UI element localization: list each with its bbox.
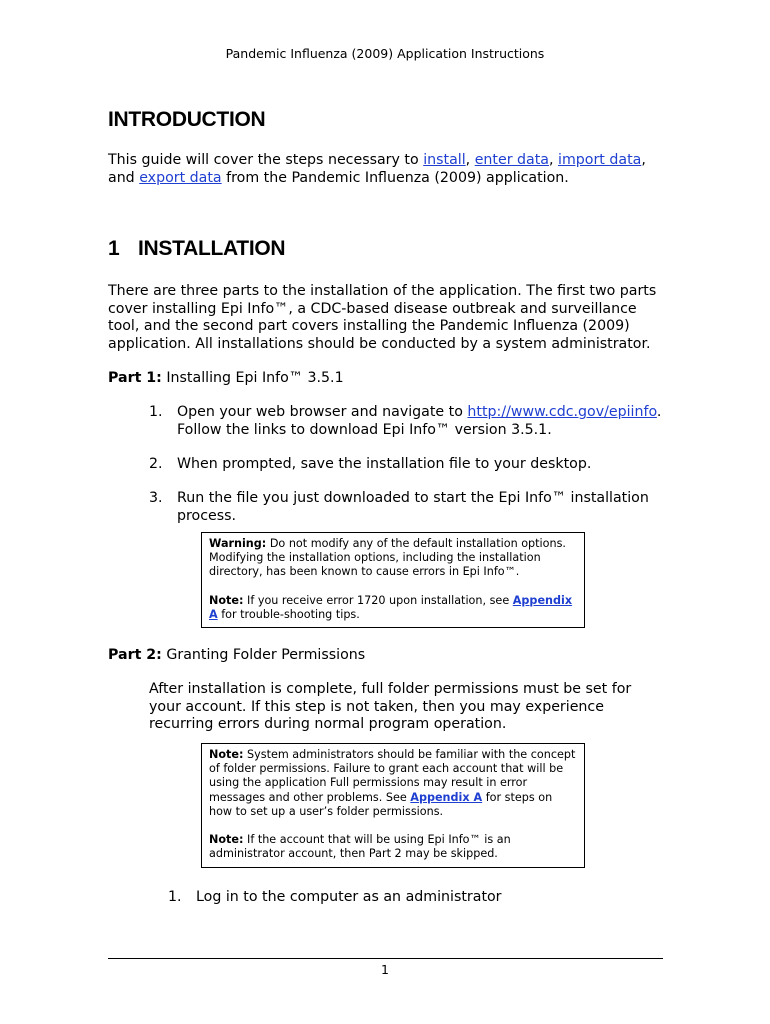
step-text-line2: process.	[177, 507, 237, 524]
note-text	[209, 594, 577, 622]
introduction-paragraph	[108, 152, 668, 187]
step-text-line2: Follow the links to download Epi Info™ version 3.5.1.	[177, 421, 552, 438]
note1-after: for steps on how to set up a user’s folder permissions.	[209, 790, 553, 818]
part2-title	[108, 647, 668, 665]
installation-heading	[108, 237, 285, 261]
note2-text	[209, 833, 577, 861]
note2-label: Note:	[209, 833, 244, 847]
step-text	[177, 490, 677, 525]
step-text: Log in to the computer as an administrator	[196, 889, 502, 905]
part1-title-text: Installing Epi Info™ 3.5.1	[161, 370, 344, 386]
note-label: Note:	[209, 593, 244, 607]
step-text: When prompted, save the installation file to your desktop.	[177, 456, 592, 472]
section-title: INSTALLATION	[138, 237, 286, 260]
warning-box	[201, 532, 585, 628]
page-header: Pandemic Influenza (2009) Application Instructions	[225, 46, 545, 61]
step-text-before: Open your web browser and navigate to	[177, 404, 468, 420]
step-number: 1.	[149, 404, 163, 420]
footer-divider	[108, 958, 663, 959]
note2-body: If the account that will be using Epi Info™ is an administrator account, then Part 2 may be skipped.	[209, 833, 511, 861]
step-number: 2.	[149, 456, 163, 472]
step-text	[177, 404, 677, 439]
note-box	[201, 743, 585, 868]
intro-sep: ,	[549, 152, 559, 168]
install-link[interactable]: install	[423, 152, 466, 168]
appendix-a-link[interactable]: Appendix A	[410, 790, 483, 804]
section-number: 1	[108, 237, 120, 260]
part1-title	[108, 370, 668, 388]
step-text-line1: Run the file you just downloaded to start the Epi Info™ installation	[177, 490, 649, 506]
note-after: for trouble-shooting tips.	[217, 607, 360, 621]
intro-sep: ,	[641, 152, 646, 168]
export-data-link[interactable]: export data	[139, 169, 222, 186]
intro-text-after: from the Pandemic Influenza (2009) application.	[221, 169, 569, 186]
warning-text	[209, 537, 577, 580]
warning-label: Warning:	[209, 537, 267, 550]
intro-sep: ,	[465, 152, 475, 168]
appendix-a-link[interactable]: Appendix A	[209, 593, 573, 621]
page-number: 1	[381, 962, 389, 977]
intro-text-and: and	[108, 169, 140, 186]
introduction-heading: INTRODUCTION	[108, 108, 266, 131]
part1-label: Part 1:	[108, 370, 162, 386]
note1-text	[209, 748, 577, 819]
step-number: 3.	[149, 490, 163, 506]
part2-paragraph: After installation is complete, full folder permissions must be set for your account. If this step is not taken, then you may experience recurring errors during normal program operation.	[149, 681, 632, 732]
note1-body: System administrators should be familiar with the concept of folder permissions. Failure to grant each account that will be using the application Full permissions may result in error messages and other problems. See	[209, 748, 576, 804]
warning-body: Do not modify any of the default installation options. Modifying the installation options, including the installation directory, has been known to cause errors in Epi Info™.	[209, 537, 566, 579]
note-body: If you receive error 1720 upon installation, see	[243, 593, 513, 607]
part2-title-text: Granting Folder Permissions	[161, 647, 366, 663]
enter-data-link[interactable]: enter data	[474, 152, 549, 168]
installation-paragraph: There are three parts to the installation of the application. The first two parts cover installing Epi Info™, a CDC-based disease outbreak and surveillance tool, and the second part covers installing the Pandemic Influenza (2009) application. All installations should be conducted by a system administrator.	[108, 283, 657, 352]
part2-label: Part 2:	[108, 647, 162, 663]
import-data-link[interactable]: import data	[558, 152, 642, 168]
cdc-epiinfo-link[interactable]: http://www.cdc.gov/epiinfo	[467, 404, 657, 420]
step-text-after: .	[656, 404, 662, 420]
step-number: 1.	[168, 889, 182, 905]
intro-text-before: This guide will cover the steps necessary to	[108, 152, 424, 168]
note1-label: Note:	[209, 748, 244, 761]
